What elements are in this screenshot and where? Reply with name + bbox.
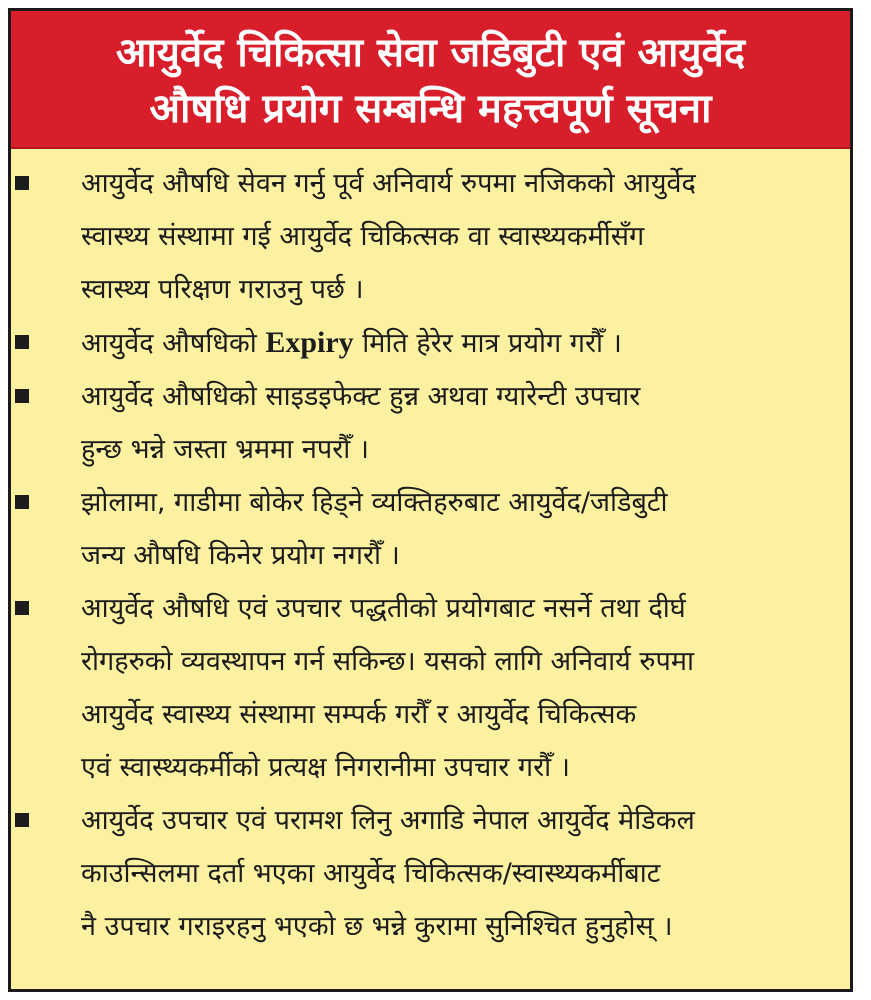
item-2-text-after: मिति हेरेर मात्र प्रयोग गरौँ । — [353, 328, 622, 359]
item-3-line-1: आयुर्वेद औषधिको साइडइफेक्ट हुन्न अथवा ग्यारेन्टी उपचार — [81, 381, 641, 412]
item-4-line-1: झोलामा, गाडीमा बोकेर हिड्ने व्यक्तिहरुबाट आयुर्वेद/जडिबुटी — [81, 487, 668, 518]
item-1-line-2: स्वास्थ्य संस्थामा गई आयुर्वेद चिकित्सक वा स्वास्थ्यकर्मीसँग — [81, 221, 645, 252]
square-bullet-icon — [15, 813, 29, 827]
square-bullet-icon — [15, 176, 29, 190]
item-2-text-before: आयुर्वेद औषधिको — [81, 328, 266, 359]
list-item — [11, 582, 836, 794]
item-3-line-2: हुन्छ भन्ने जस्ता भ्रममा नपरौँ । — [81, 434, 370, 465]
list-item — [11, 316, 836, 370]
notice-board — [8, 8, 853, 992]
notice-list — [11, 149, 850, 953]
list-item — [11, 476, 836, 582]
notice-header — [11, 11, 850, 149]
list-item — [11, 370, 836, 476]
square-bullet-icon — [15, 335, 29, 349]
item-2-line-1 — [81, 316, 836, 370]
item-6-line-2: काउन्सिलमा दर्ता भएका आयुर्वेद चिकित्सक/स्वास्थ्यकर्मीबाट — [81, 858, 661, 889]
item-5-line-4: एवं स्वास्थ्यकर्मीको प्रत्यक्ष निगरानीमा उपचार गरौँ । — [81, 752, 570, 783]
list-item — [11, 794, 836, 953]
item-5-line-2: रोगहरुको व्यवस्थापन गर्न सकिन्छ। यसको लागि अनिवार्य रुपमा — [81, 646, 695, 677]
item-6-line-3: नै उपचार गराइरहनु भएको छ भन्ने कुरामा सुनिश्चित हुनुहोस् । — [81, 911, 673, 942]
item-5-line-3: आयुर्वेद स्वास्थ्य संस्थामा सम्पर्क गरौँ र आयुर्वेद चिकित्सक — [81, 699, 637, 730]
list-item — [11, 157, 836, 316]
square-bullet-icon — [15, 495, 29, 509]
item-4-line-2: जन्य औषधि किनेर प्रयोग नगरौँ । — [81, 540, 400, 571]
square-bullet-icon — [15, 389, 29, 403]
item-6-line-1: आयुर्वेद उपचार एवं परामश लिनु अगाडि नेपाल आयुर्वेद मेडिकल — [81, 805, 695, 836]
header-title-line-1: आयुर्वेद चिकित्सा सेवा जडिबुटी एवं आयुर्वेद — [115, 30, 746, 76]
item-1-line-1: आयुर्वेद औषधि सेवन गर्नु पूर्व अनिवार्य रुपमा नजिकको आयुर्वेद — [81, 168, 696, 199]
square-bullet-icon — [15, 601, 29, 615]
item-1-line-3: स्वास्थ्य परिक्षण गराउनु पर्छ । — [81, 274, 364, 305]
header-title-line-2: औषधि प्रयोग सम्बन्धि महत्त्वपूर्ण सूचना — [149, 86, 712, 132]
item-5-line-1: आयुर्वेद औषधि एवं उपचार पद्धतीको प्रयोगबाट नसर्ने तथा दीर्घ — [81, 593, 686, 624]
expiry-emphasis: Expiry — [265, 326, 354, 359]
